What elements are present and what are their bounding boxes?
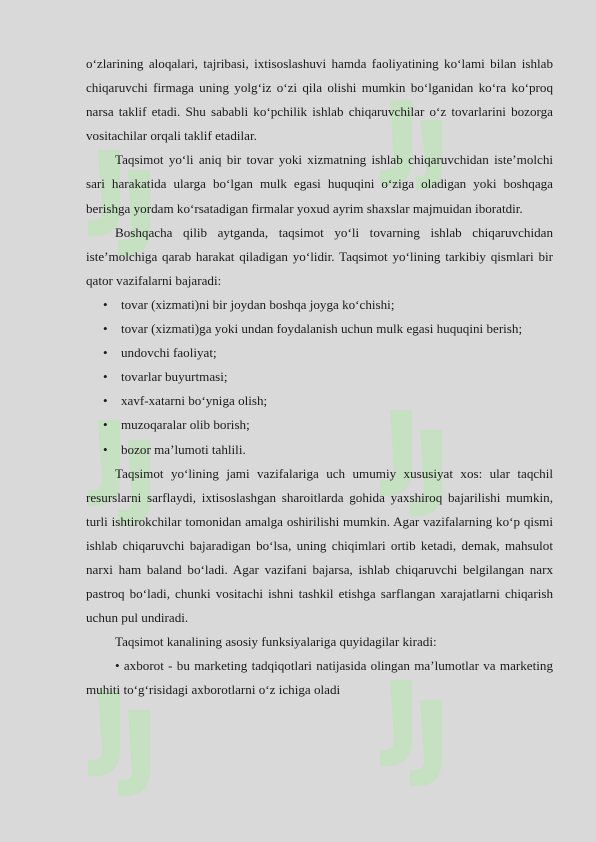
- list-item: • muzoqaralar olib borish;: [103, 413, 553, 437]
- paragraph: Taqsimot kanalining asosiy funksiyalariga quyidagilar kiradi:: [115, 634, 437, 650]
- paragraph: Taqsimot yo‘li aniq bir tovar yoki xizmatning ishlab chiqaruvchidan iste’molchi sari harakatida ularga bo‘lgan mulk egasi huquqini o‘ziga oladigan yoki boshqaga berishga yordam ko‘rsatadigan firmalar yoxud ayrim shaxslar majmuidan iboratdir.: [86, 152, 553, 216]
- list-item: • xavf-xatarni bo‘yniga olish;: [103, 389, 553, 413]
- list-item: • tovarlar buyurtmasi;: [103, 365, 553, 389]
- list-item: • tovar (xizmati)ni bir joydan boshqa joyga ko‘chishi;: [103, 293, 553, 317]
- document-body: [86, 52, 553, 703]
- paragraph: • axborot - bu marketing tadqiqotlari natijasida olingan ma’lumotlar va marketing muhiti to‘g‘risidagi axborotlarni o‘z ichiga oladi: [86, 658, 553, 698]
- paragraph: Taqsimot yo‘lining jami vazifalariga uch umumiy xususiyat xos: ular taqchil resurslarni sarflaydi, ixtisoslashgan sharoitlarda gohida yaxshiroq bajarilishi mumkin, turli ishtirokchilar tomonidan amalga oshirilishi mumkin. Agar vazifalarning ko‘p qismi ishlab chiqaruvchi bajaradigan bo‘lsa, uning chiqimlari ortib ketadi, demak, mahsulot narxi ham baland bo‘ladi. Agar vazifani bajarsa, ishlab chiqaruvchi belgilangan narx pastroq bo‘ladi, chunki vositachi ishni tashkil etishga sarflangan xarajatlarni chiqarish uchun pul undiradi.: [86, 465, 553, 626]
- list-item: • tovar (xizmati)ga yoki undan foydalanish uchun mulk egasi huquqini berish;: [103, 317, 553, 341]
- paragraph: Boshqacha qilib aytganda, taqsimot yo‘li tovarning ishlab chiqaruvchidan iste’molchiga qarab harakat qiladigan yo‘lidir. Taqsimot yo‘lining tarkibiy qismlari bir qator vazifalarni bajaradi:: [86, 224, 553, 288]
- list-item: • bozor ma’lumoti tahlili.: [103, 438, 553, 462]
- bullet-list: [86, 293, 553, 462]
- list-item: • undovchi faoliyat;: [103, 341, 553, 365]
- paragraph: o‘zlarining aloqalari, tajribasi, ixtisoslashuvi hamda faoliyatining ko‘lami bilan ishlab chiqaruvchi firmaga uning yolg‘iz o‘zi qila olishi mumkin bo‘lganidan ko‘ra ko‘proq narsa taklif etadi. Shu sababli ko‘pchilik ishlab chiqaruvchilar o‘z tovarlarini bozorga vositachilar orqali taklif etadilar.: [86, 56, 553, 144]
